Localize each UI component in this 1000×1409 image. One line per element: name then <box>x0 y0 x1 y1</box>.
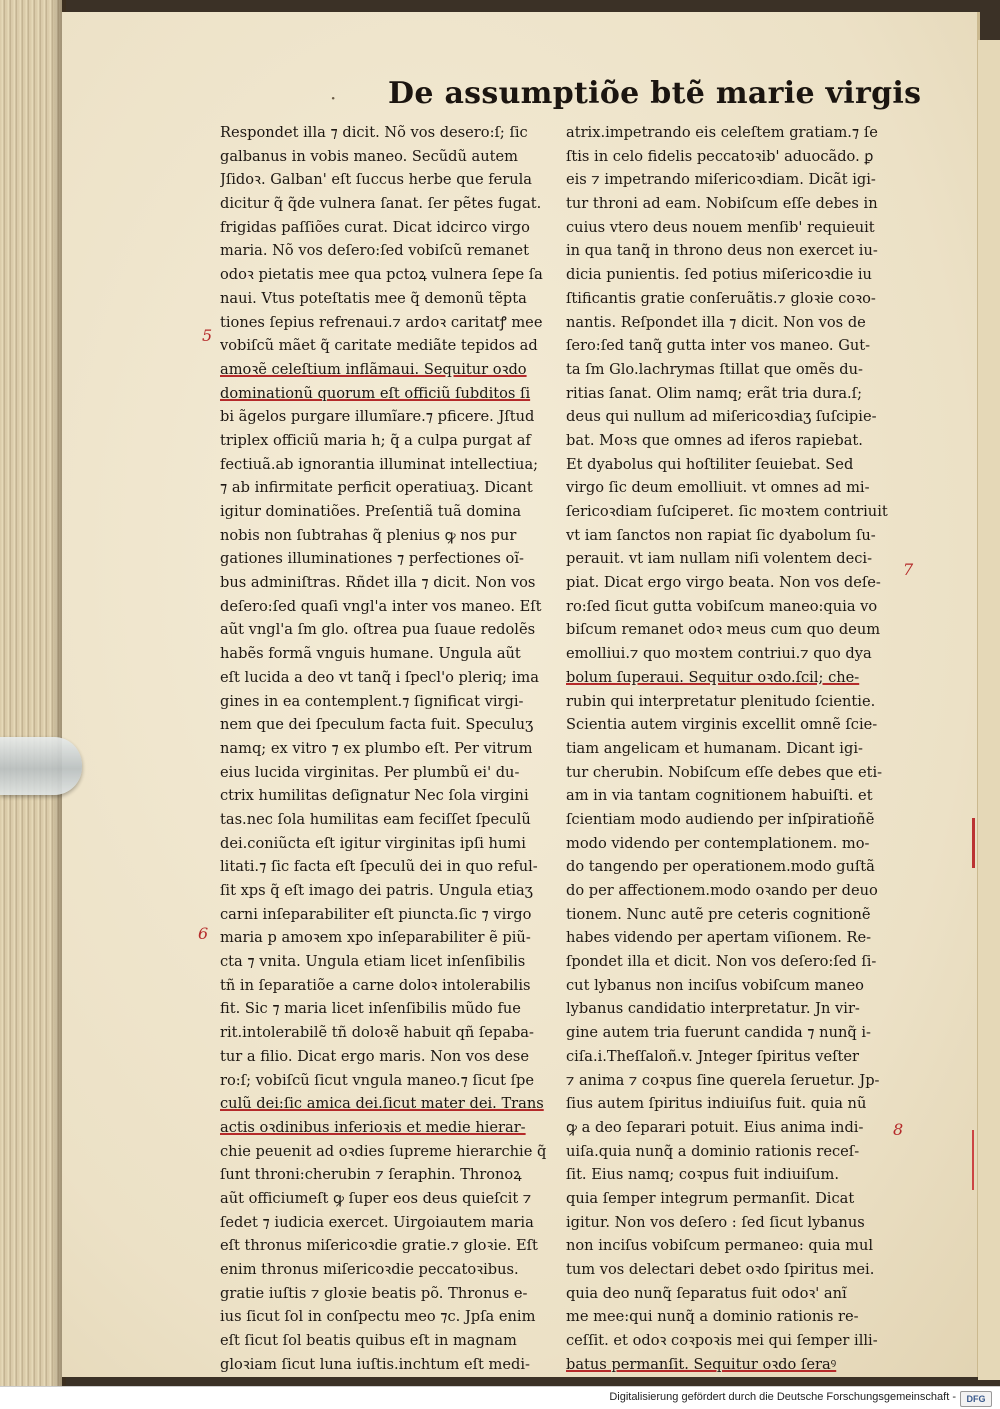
text-line: fit. Sic ⁊ maria licet inſenſibilis mũdo fue <box>220 1000 521 1018</box>
text-line: piat. Dicat ergo virgo beata. Non vos deſe- <box>566 574 881 592</box>
text-line: Respondet illa ⁊ dicit. Nõ vos desero:ſ; ſic <box>220 124 528 141</box>
digitization-footer <box>0 1386 1000 1409</box>
text-line: ciſa.i.Theſſaloñ.v. Jnteger ſpiritus veſter <box>566 1047 859 1065</box>
text-line: bus adminiſtras. Rñdet illa ⁊ dicit. Non vos <box>220 574 536 592</box>
text-line: ⁊ ab infirmitate perficit operatiuaʒ. Dicant <box>220 479 533 497</box>
text-line: dominationũ quorum eſt officiũ ſubditos ſi <box>220 384 531 402</box>
dfg-logo-icon: DFG <box>960 1391 992 1407</box>
text-line: non inciſus vobiſcum permaneo: quia mul <box>566 1237 874 1255</box>
text-line: aũt officiumeſt ꝙ ſuper eos deus quieſcit ⁊ <box>220 1189 532 1207</box>
text-line: rit.intolerabilẽ tñ doloꝛẽ habuit qñ ſepaba- <box>220 1024 534 1042</box>
text-line: habẽs formã vnguis humane. Ungula aũt <box>220 645 521 663</box>
text-line: rubin qui interpretatur plenitudo ſcientie. <box>566 692 876 710</box>
opposite-page-red-mark <box>972 818 975 868</box>
text-line: eſt thronus miſericoꝛdie gratie.⁊ gloꝛie. Eſt <box>220 1237 538 1255</box>
text-line: ſunt throni:cherubin ⁊ ſeraphin. Thronoꝝ <box>220 1166 522 1184</box>
text-line: aũt vngl'a ſm glo. oſtrea pua ſuaue redolẽs <box>220 621 536 639</box>
margin-number-5: 5 <box>202 326 213 345</box>
margin-number-7: 7 <box>903 560 914 579</box>
text-line: ta ſm Glo.lachrymas ſtillat que omẽs du- <box>566 360 863 378</box>
text-line: ⁊ anima ⁊ coꝛpus ſine querela ſeruetur. Jp- <box>566 1071 880 1089</box>
text-line: nantis. Reſpondet illa ⁊ dicit. Non vos de <box>566 313 866 331</box>
text-line: tiones ſepius refrenaui.⁊ ardoꝛ caritatꝭ mee <box>220 313 543 331</box>
text-line: ſit xps q̃ eſt imago dei patris. Ungula etiaʒ <box>220 882 533 899</box>
text-line: am in via tantam cognitionem habuiſti. et <box>566 787 873 805</box>
text-line: dei.coniũcta eſt igitur virginitas ipſi humi <box>220 834 526 852</box>
text-line: vt iam ſanctos non rapiat ſic dyabolum ſu- <box>566 526 876 544</box>
text-line: tñ in ſeparatiõe a carne doloꝛ intolerabilis <box>220 976 531 994</box>
text-line: eis ⁊ impetrando miſericoꝛdiam. Dicãt igi- <box>566 171 876 189</box>
text-line: namq; ex vitro ⁊ ex plumbo eſt. Per vitrum <box>220 739 533 757</box>
text-line: dicia punientis. ſed potius miſericoꝛdie iu <box>566 266 872 284</box>
text-line: naui. Vtus poteſtatis mee q̃ demonũ tẽpta <box>220 289 527 307</box>
header-ornament: · <box>330 86 337 110</box>
left-text-column <box>220 121 552 1376</box>
text-line: bi ãgelos purgare illumĩare.⁊ pficere. Jſtud <box>220 408 535 426</box>
text-line: ritias ſanat. Olim namq; erãt tria dura.ſ; <box>566 384 863 402</box>
margin-number-8: 8 <box>893 1120 904 1139</box>
text-line: chie peuenit ad oꝛdies ſupreme hierarchie q̃ <box>220 1142 547 1160</box>
text-line: ſius autem ſpiritus indiuiſus fuit. quia nũ <box>566 1095 867 1113</box>
text-line: atrix.impetrando eis celeſtem gratiam.⁊ ſe <box>566 124 878 141</box>
text-line: igitur dominatiões. Preſentiã tuã domina <box>220 503 522 520</box>
text-line: biſcum remanet odoꝛ meus cum quo deum <box>566 621 881 639</box>
text-line: ſcientiam modo audiendo per inſpiratioñẽ <box>566 810 875 828</box>
text-line: bolum ſuperaui. Sequitur oꝛdo.ſcil; che- <box>566 668 860 686</box>
text-line: odoꝛ pietatis mee qua pctoꝝ vulnera ſepe ſa <box>220 266 543 284</box>
text-line: nobis non ſubtrahas q̃ plenius ꝙ nos pur <box>220 526 517 544</box>
text-line: nem que dei ſpeculum facta fuit. Speculuʒ <box>220 716 534 734</box>
text-line: bat. Moꝛs que omnes ad iferos rapiebat. <box>566 431 863 449</box>
text-line: quia deo nunq̃ ſeparatus fuit odoꝛ' anĩ <box>566 1284 847 1302</box>
text-line: tionem. Nunc autẽ pre ceteris cognitionẽ <box>566 905 871 923</box>
text-line: dicitur q̃ q̃de vulnera ſanat. ſer pẽtes fugat. <box>220 195 542 213</box>
text-line: ſpondet illa et dicit. Non vos deſero:ſed ſi- <box>566 953 877 971</box>
text-line: tum vos delectari debet oꝛdo ſpiritus mei. <box>566 1261 875 1278</box>
text-line: cuius vtero deus nouem menſib' requieuit <box>566 218 875 236</box>
text-line: tas.nec ſola humilitas eam feciſſet ſpeculũ <box>220 810 531 828</box>
text-line: ſedet ⁊ iudicia exercet. Uirgoiautem maria <box>220 1213 534 1231</box>
text-line: emolliui.⁊ quo moꝛtem contriui.⁊ quo dya <box>566 645 872 663</box>
text-line: maria p amoꝛem xpo inſeparabiliter ẽ piũ- <box>220 929 531 947</box>
right-text-column <box>566 121 902 1376</box>
text-line: ius ſicut ſol in conſpectu meo ⁊c. Jpſa enim <box>220 1308 536 1326</box>
text-line: fectiuã.ab ignorantia illuminat intellectiua; <box>220 455 539 473</box>
text-line: vobiſcũ mãet q̃ caritate mediãte tepidos ad <box>220 337 538 355</box>
text-line: ro:ſ; vobiſcũ ſicut vngula maneo.⁊ ſicut ſpe <box>220 1071 534 1089</box>
text-line: ſit. Eius namq; coꝛpus fuit indiuiſum. <box>566 1166 840 1184</box>
text-line: frigidas paſſiões curat. Dicat idcirco virgo <box>220 218 530 236</box>
text-line: eius lucida virginitas. Per plumbũ ei' du- <box>220 763 520 781</box>
text-line: ſtificantis gratie conſeruãtis.⁊ gloꝛie coꝛo- <box>566 289 876 307</box>
text-line: batus permanſit. Sequitur oꝛdo ſeraꝰ <box>566 1355 837 1373</box>
text-line: quia ſemper integrum permanſit. Dicat <box>566 1189 855 1207</box>
text-line: ꝙ a deo ſeparari potuit. Eius anima indi- <box>566 1118 864 1136</box>
text-line: lybanus candidatio interpretatur. Jn vir- <box>566 1000 860 1018</box>
running-header: De assumptiõe btẽ marie virgis <box>388 76 922 111</box>
text-line: eſt ſicut ſol beatis quibus eſt in magnam <box>220 1332 517 1350</box>
text-line: do tangendo per operationem.modo guſtã <box>566 858 875 876</box>
text-line: cta ⁊ vnita. Ungula etiam licet inſenſibilis <box>220 953 526 971</box>
opposite-page-strip <box>978 40 1000 1380</box>
text-line: modo videndo per contemplationem. mo- <box>566 834 870 852</box>
text-line: gine autem tria fuerunt candida ⁊ nunq̃ i- <box>566 1024 871 1042</box>
text-line: gratie iuſtis ⁊ gloꝛie beatis põ. Thronus e- <box>220 1284 528 1302</box>
text-line: perauit. vt iam nullam niſi volentem deci- <box>566 550 873 568</box>
text-line: uiſa.quia nunq̃ a dominio rationis receſ- <box>566 1142 860 1160</box>
text-line: Scientia autem virginis excellit omnẽ ſcie- <box>566 716 878 734</box>
text-line: ſtis in celo fidelis peccatoꝛib' aduocãdo. ꝑ <box>566 147 874 165</box>
text-line: ro:ſed ſicut gutta vobiſcum maneo:quia vo <box>566 597 878 615</box>
text-line: deſero:ſed quaſi vngl'a inter vos maneo. Eſt <box>220 597 542 615</box>
text-line: enim thronus miſericoꝛdie peccatoꝛibus. <box>220 1261 519 1278</box>
text-line: do per affectionem.modo oꝛando per deuo <box>566 882 878 899</box>
text-line: actis oꝛdinibus inferioꝛis et medie hierar- <box>220 1118 526 1136</box>
text-line: ceſſit. et odoꝛ coꝛpoꝛis mei qui ſemper illi- <box>566 1332 878 1350</box>
text-line: deus qui nullum ad miſericoꝛdiaʒ ſuſcipie- <box>566 408 877 426</box>
text-line: in qua tanq̃ in throno deus non exercet iu- <box>566 242 878 260</box>
text-line: carni inſeparabiliter eſt piuncta.ſic ⁊ virgo <box>220 905 532 923</box>
text-line: ſero:ſed tanq̃ gutta inter vos maneo. Gut- <box>566 337 871 355</box>
text-line: igitur. Non vos deſero : ſed ſicut lybanus <box>566 1213 865 1231</box>
text-line: ſericoꝛdiam ſuſciperet. ſic moꝛtem contriuit <box>566 503 888 520</box>
page-clip <box>0 737 82 795</box>
text-line: gines in ea contemplent.⁊ ſignificat virgi- <box>220 692 524 710</box>
text-line: maria. Nõ vos deſero:ſed vobiſcũ remanet <box>220 242 529 260</box>
text-line: virgo ſic deum emolliuit. vt omnes ad mi- <box>566 479 870 497</box>
text-line: triplex officiũ maria h; q̃ a culpa purgat af <box>220 431 531 449</box>
text-line: tur cherubin. Nobiſcum eſſe debes que eti- <box>566 763 883 781</box>
text-line: amoꝛẽ celeſtium inflãmaui. Sequitur oꝛdo <box>220 360 527 378</box>
text-line: litati.⁊ ſic facta eſt ſpeculũ dei in quo reful- <box>220 858 538 876</box>
text-line: gloꝛiam ſicut luna iuſtis.inchtum eſt medi- <box>220 1355 530 1373</box>
text-line: habes videndo per apertam viſionem. Re- <box>566 929 872 947</box>
text-line: ctrix humilitas deſignatur Nec ſola virgini <box>220 787 529 805</box>
text-line: galbanus in vobis maneo. Secũdũ autem <box>220 147 518 165</box>
text-line: cut lybanus non inciſus vobiſcum maneo <box>566 976 864 994</box>
text-line: gationes illuminationes ⁊ perfectiones oĩ- <box>220 550 524 568</box>
text-line: tur throni ad eam. Nobiſcum eſſe debes in <box>566 195 878 213</box>
margin-number-6: 6 <box>198 924 209 943</box>
text-line: tiam angelicam et humanam. Dicant igi- <box>566 739 863 757</box>
text-line: Jſidoꝛ. Galban' eſt ſuccus herbe que ferula <box>220 171 533 189</box>
footer-credit: Digitalisierung gefördert durch die Deutsche Forschungsgemeinschaft - <box>609 1391 956 1403</box>
text-line: culũ dei:ſic amica dei.ſicut mater dei. Trans <box>220 1095 544 1113</box>
text-line: me mee:qui nunq̃ a dominio rationis re- <box>566 1308 859 1326</box>
text-line: tur a filio. Dicat ergo maris. Non vos dese <box>220 1047 530 1065</box>
text-line: Et dyabolus qui hoſtiliter ſeuiebat. Sed <box>566 455 854 473</box>
text-line: eſt lucida a deo vt tanq̃ i ſpecl'o pleriq; ima <box>220 668 539 686</box>
opposite-page-red-mark-2 <box>972 1130 974 1190</box>
